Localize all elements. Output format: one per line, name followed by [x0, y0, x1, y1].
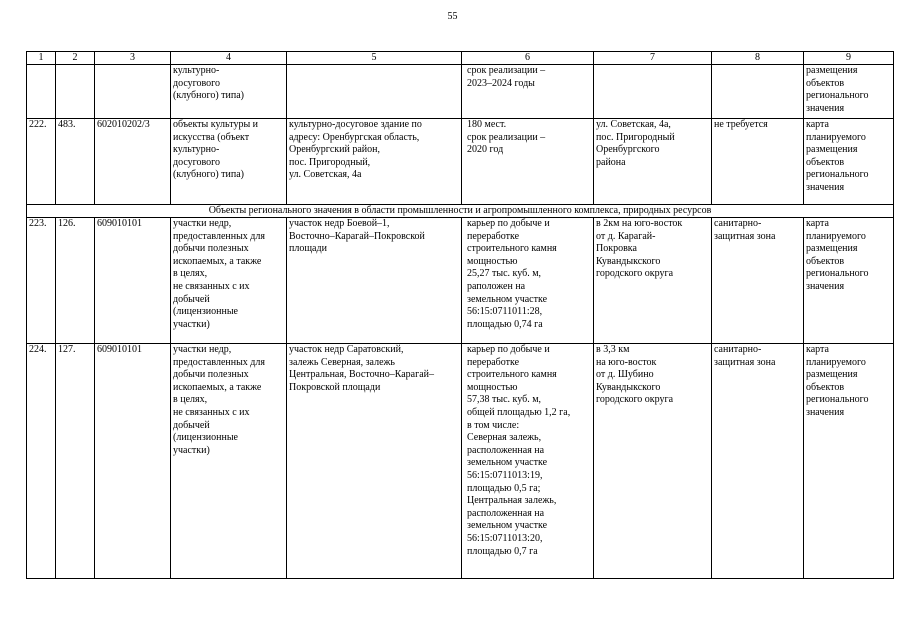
- table-row: [27, 344, 894, 579]
- cell-number: [27, 65, 56, 119]
- section-heading-row: [27, 205, 894, 218]
- column-header: 6: [462, 52, 594, 65]
- column-header-row: [27, 52, 894, 65]
- column-header: 5: [287, 52, 462, 65]
- cell-zone: санитарно- защитная зона: [712, 344, 804, 579]
- cell-location: участок недр Боевой–1, Восточно–Карагай–Покровской площади: [287, 218, 462, 344]
- cell-address: ул. Советская, 4а, пос. Пригородный Оренбургского района: [594, 119, 712, 205]
- cell-object-type: культурно- досугового (клубного) типа): [171, 65, 287, 119]
- cell-address: в 2км на юго-восток от д. Карагай- Покровка Кувандыкского городского округа: [594, 218, 712, 344]
- cell-number: 222.: [27, 119, 56, 205]
- cell-code: 609010101: [95, 344, 171, 579]
- column-header: 9: [804, 52, 894, 65]
- cell-location: [287, 65, 462, 119]
- cell-characteristics: 180 мест. срок реализации – 2020 год: [462, 119, 594, 205]
- cell-zone: санитарно- защитная зона: [712, 218, 804, 344]
- cell-number: 223.: [27, 218, 56, 344]
- column-header: 3: [95, 52, 171, 65]
- cell-characteristics: карьер по добыче и переработке строительного камня мощностью 25,27 тыс. куб. м, раположен на земельном участке 56:15:0711011:28, площадью 0,74 га: [462, 218, 594, 344]
- cell-location: культурно-досуговое здание по адресу: Оренбургская область, Оренбургский район, пос. Пригородный, ул. Советская, 4а: [287, 119, 462, 205]
- cell-map: размещения объектов регионального значения: [804, 65, 894, 119]
- cell-location: участок недр Саратовский, залежь Северная, залежь Центральная, Восточно–Карагай– Покровской площади: [287, 344, 462, 579]
- territorial-plan-table: [26, 51, 894, 579]
- cell-ordinal: [56, 65, 95, 119]
- cell-object-type: участки недр, предоставленных для добычи полезных ископаемых, а также в целях, не связанных с их добычей (лицензионные участки): [171, 344, 287, 579]
- cell-code: 609010101: [95, 218, 171, 344]
- cell-map: карта планируемого размещения объектов регионального значения: [804, 344, 894, 579]
- table-row: [27, 218, 894, 344]
- cell-number: 224.: [27, 344, 56, 579]
- cell-address: [594, 65, 712, 119]
- cell-zone: [712, 65, 804, 119]
- cell-characteristics: срок реализации – 2023–2024 годы: [462, 65, 594, 119]
- cell-ordinal: 126.: [56, 218, 95, 344]
- cell-characteristics: карьер по добыче и переработке строительного камня мощностью 57,38 тыс. куб. м, общей площадью 1,2 га, в том числе: Северная залежь, расположенная на земельном участке 56:15:0711013:19, площадью 0,5 га; Центральная залежь, расположенная на земельном участке 56:15:0711013:20, площадью 0,7 га: [462, 344, 594, 579]
- table-row: [27, 119, 894, 205]
- cell-zone: не требуется: [712, 119, 804, 205]
- cell-code: 602010202/3: [95, 119, 171, 205]
- cell-object-type: участки недр, предоставленных для добычи полезных ископаемых, а также в целях, не связанных с их добычей (лицензионные участки): [171, 218, 287, 344]
- column-header: 2: [56, 52, 95, 65]
- cell-ordinal: 483.: [56, 119, 95, 205]
- cell-map: карта планируемого размещения объектов регионального значения: [804, 119, 894, 205]
- column-header: 1: [27, 52, 56, 65]
- cell-code: [95, 65, 171, 119]
- column-header: 7: [594, 52, 712, 65]
- cell-object-type: объекты культуры и искусства (объект культурно- досугового (клубного) типа): [171, 119, 287, 205]
- cell-map: карта планируемого размещения объектов регионального значения: [804, 218, 894, 344]
- section-title: Объекты регионального значения в области промышленности и агропромышленного комплекса, природных ресурсов: [27, 205, 894, 218]
- cell-ordinal: 127.: [56, 344, 95, 579]
- table-row-continuation: [27, 65, 894, 119]
- page-number: 55: [447, 11, 458, 22]
- column-header: 4: [171, 52, 287, 65]
- cell-address: в 3,3 км на юго-восток от д. Шубино Кувандыкского городского округа: [594, 344, 712, 579]
- column-header: 8: [712, 52, 804, 65]
